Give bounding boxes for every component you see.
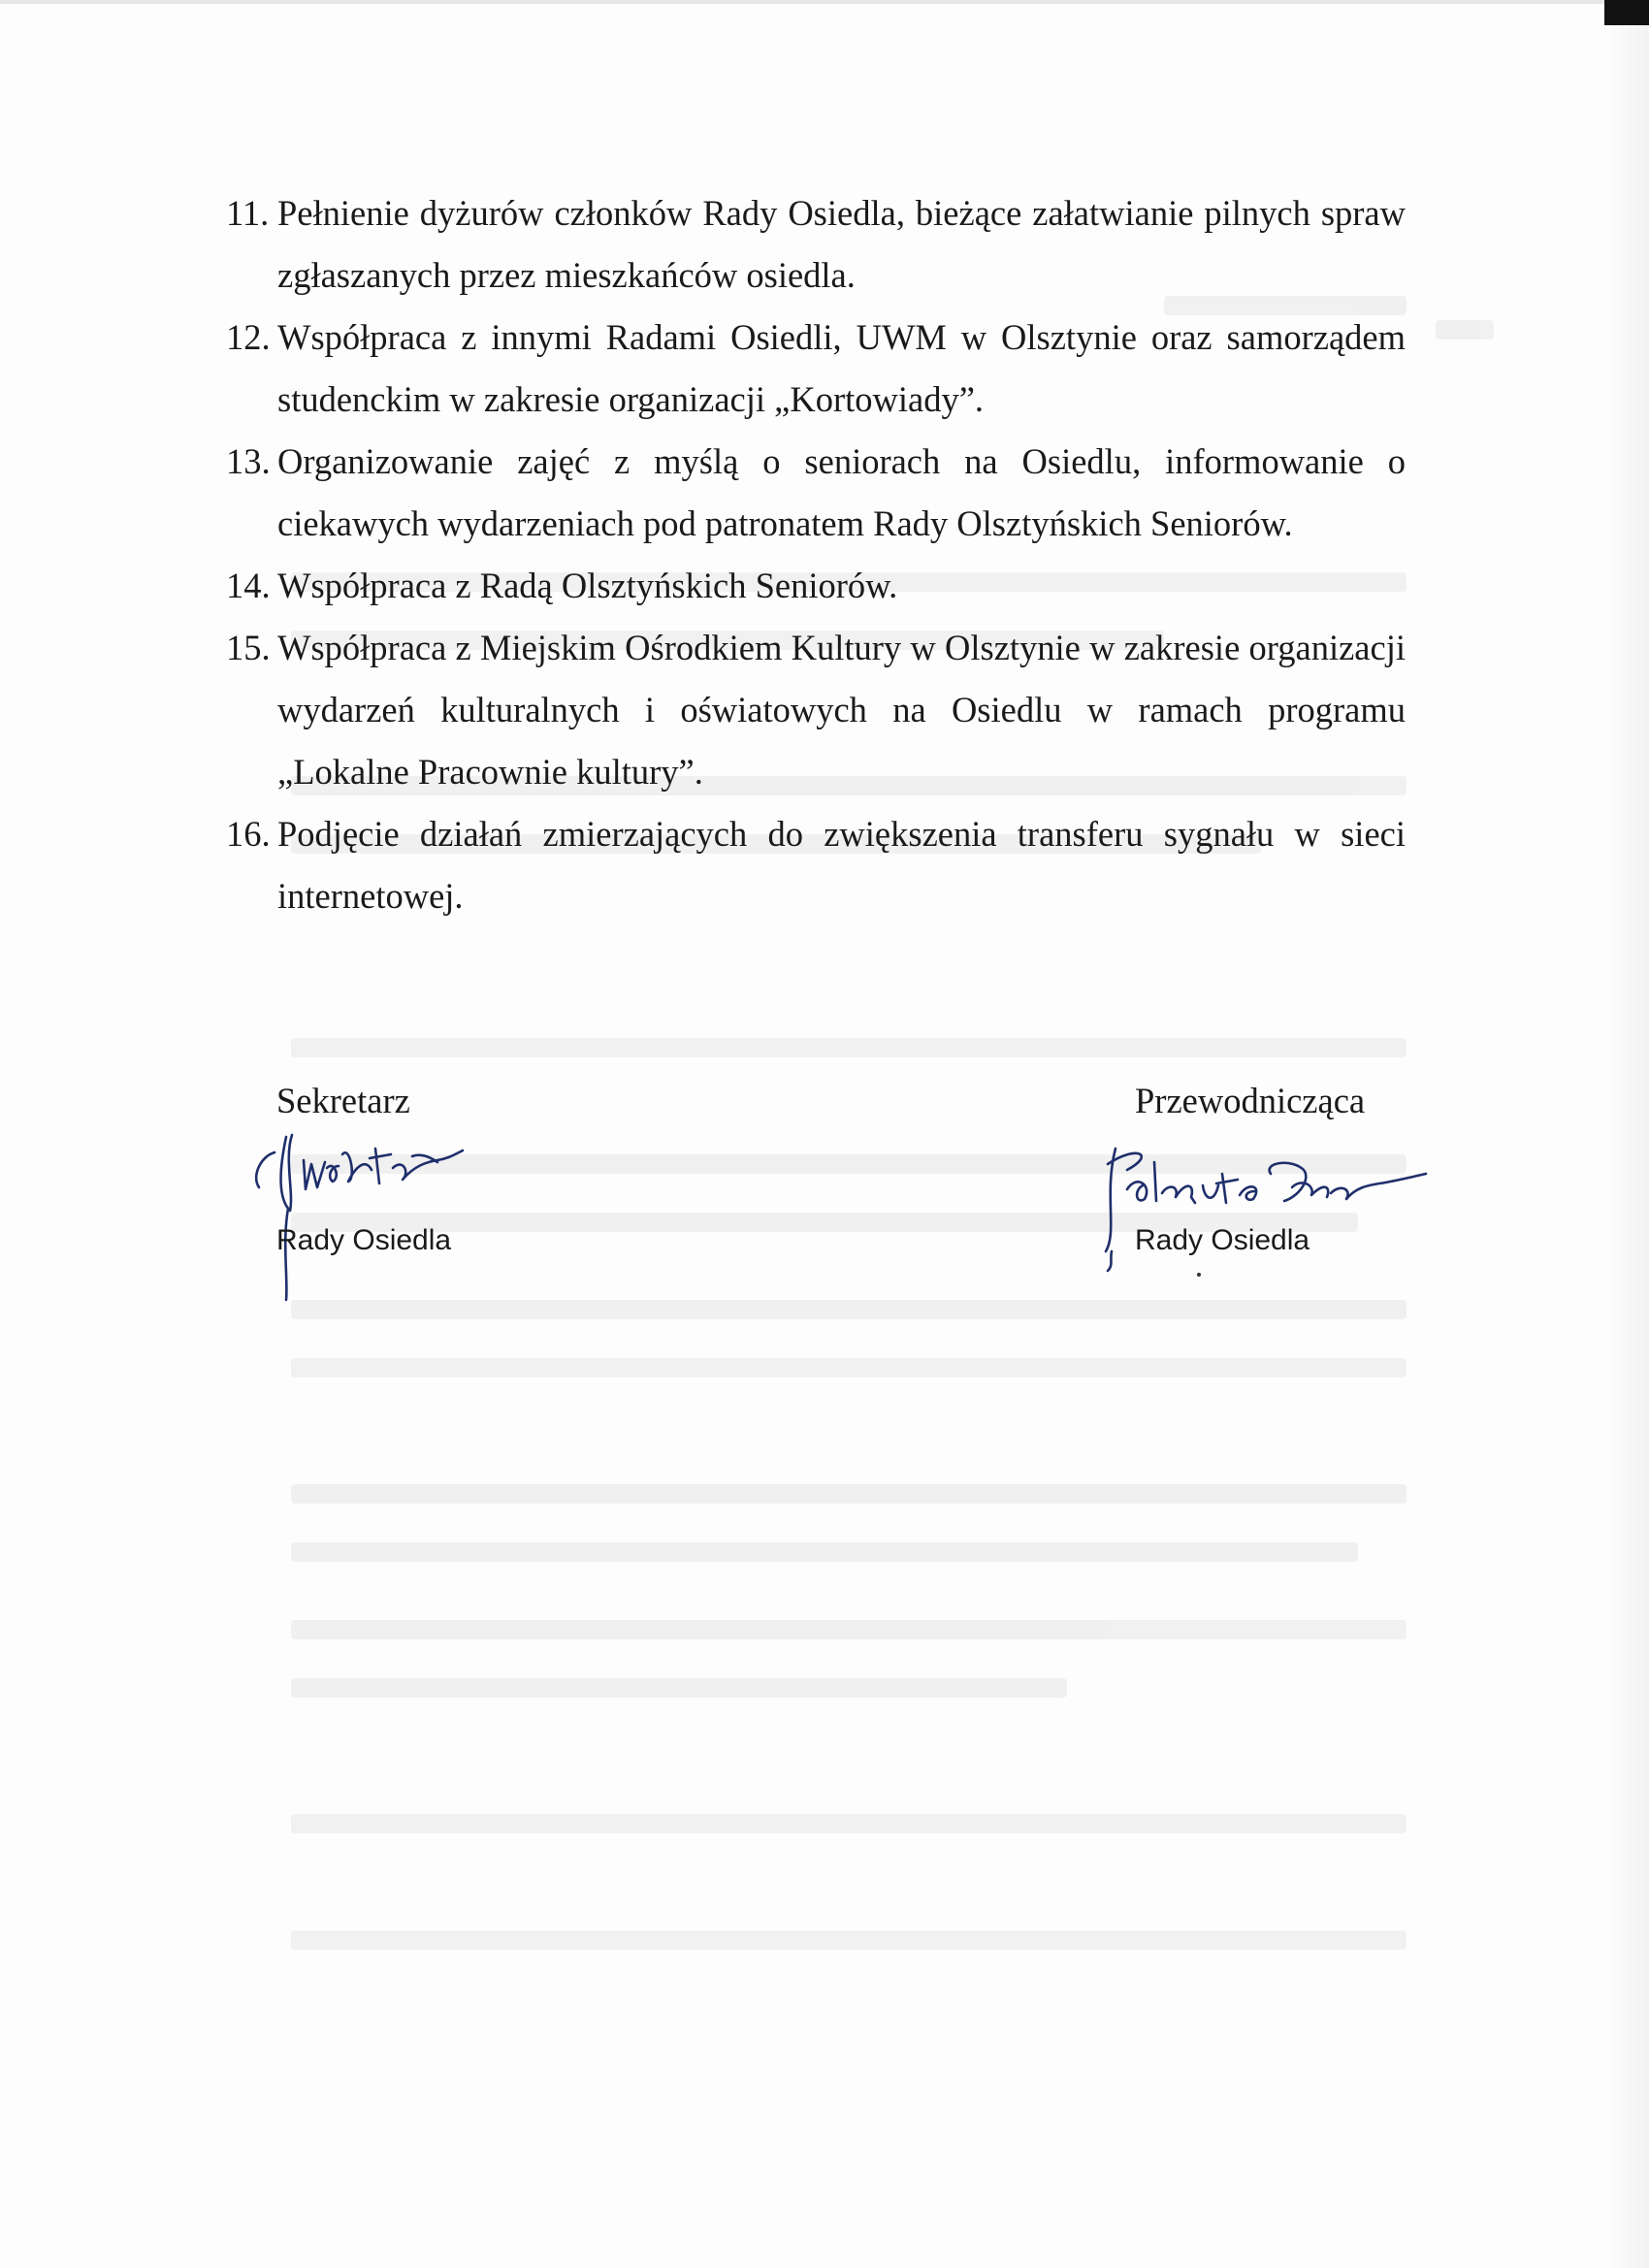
- item-text: Pełnienie dyżurów członków Rady Osiedla, bieżące załatwianie pilnych spraw zgłaszanych przez mieszkańców osiedla.: [277, 193, 1406, 295]
- item-number: 14.: [226, 566, 271, 605]
- list-item: [226, 307, 1406, 431]
- chairwoman-title: Przewodnicząca: [1135, 1081, 1366, 1120]
- task-list: [226, 182, 1406, 927]
- item-text: Współpraca z Miejskim Ośrodkiem Kultury w Olsztynie w zakresie organizacji wydarzeń kulturalnych i oświatowych na Osiedlu w ramach programu „Lokalne Pracownie kultury”.: [277, 628, 1406, 792]
- item-text: Współpraca z innymi Radami Osiedli, UWM w Olsztynie oraz samorządem studenckim w zakresie organizacji „Kortowiady”.: [277, 317, 1406, 419]
- item-text: Organizowanie zajęć z myślą o seniorach na Osiedlu, informowanie o ciekawych wydarzeniach pod patronatem Rady Olsztyńskich Seniorów.: [277, 441, 1406, 543]
- scan-corner-mark: [1604, 0, 1649, 25]
- list-item: [226, 617, 1406, 803]
- item-number: 13.: [226, 441, 271, 481]
- item-number: 15.: [226, 628, 271, 667]
- chairwoman-signature: [1098, 1135, 1447, 1280]
- item-number: 11.: [226, 193, 270, 233]
- list-item: [226, 182, 1406, 307]
- item-number: 16.: [226, 814, 271, 854]
- secretary-title: Sekretarz: [276, 1081, 410, 1120]
- item-number: 12.: [226, 317, 271, 357]
- list-item: [226, 555, 1406, 617]
- list-item: [226, 431, 1406, 555]
- item-text: Współpraca z Radą Olsztyńskich Seniorów.: [277, 566, 898, 605]
- list-item: [226, 803, 1406, 927]
- scan-edge: [1604, 0, 1649, 2268]
- item-text: Podjęcie działań zmierzających do zwiększenia transferu sygnału w sieci internetowej.: [277, 814, 1406, 916]
- chairwoman-role: Rady Osiedla: [1135, 1224, 1310, 1256]
- secretary-role: Rady Osiedla: [276, 1224, 452, 1256]
- scan-top-line: [0, 0, 1604, 4]
- secretary-signature: [247, 1116, 538, 1310]
